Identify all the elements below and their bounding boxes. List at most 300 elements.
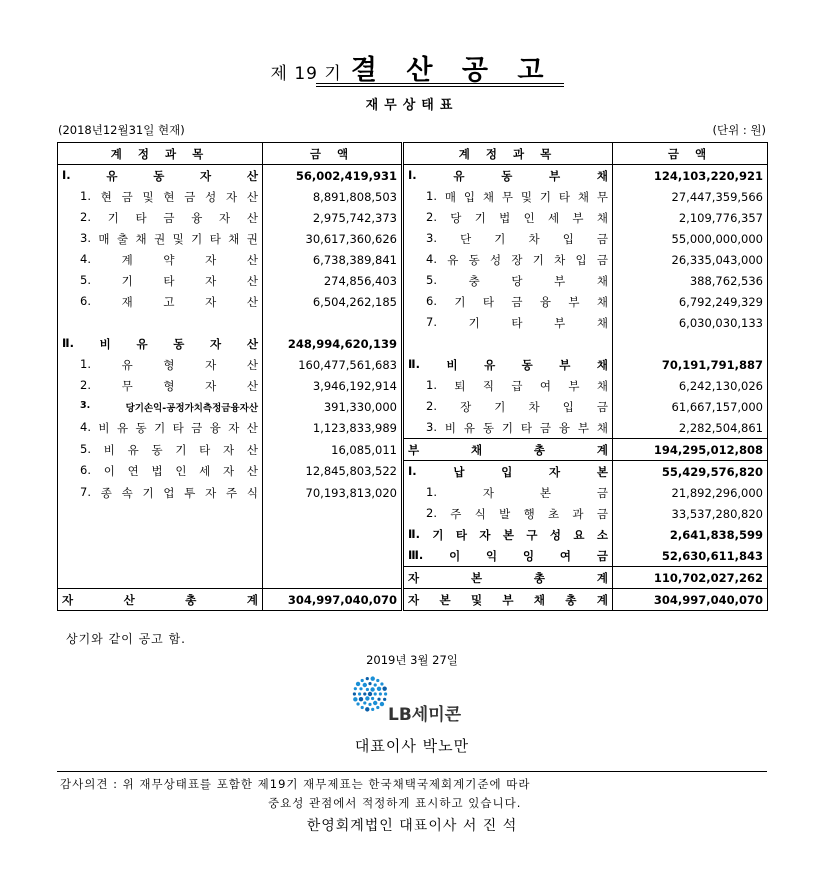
- account-label: [80, 420, 258, 436]
- label-glyph: 타: [520, 420, 532, 435]
- label-glyph: 식: [246, 485, 258, 500]
- liability-amount-cell: 52,630,611,843: [613, 545, 768, 567]
- label-glyph: 행: [523, 506, 535, 521]
- label-glyph: 금: [596, 252, 608, 267]
- logo-dot: [380, 702, 384, 706]
- asset-account-cell: [58, 228, 263, 249]
- label-glyph: 채: [596, 168, 608, 183]
- asset-account-cell: [58, 249, 263, 270]
- label-glyph: 자: [479, 527, 491, 542]
- label-glyph: 속: [121, 485, 133, 500]
- label-glyph: 매: [98, 231, 110, 246]
- label-glyph: 자: [223, 442, 235, 457]
- account-label: [426, 399, 608, 415]
- account-label: [426, 252, 608, 268]
- label-glyph: 당: [511, 273, 523, 288]
- label-glyph: 금: [596, 506, 608, 521]
- label-glyph: 자: [228, 420, 240, 435]
- account-label: [80, 400, 258, 414]
- logo-dot: [356, 702, 359, 705]
- asset-amount-cell: 16,085,011: [263, 439, 403, 461]
- account-label: [426, 485, 608, 501]
- company-logo: [350, 672, 480, 725]
- unit-label: (단위 : 원): [712, 123, 766, 137]
- asset-total-label: [58, 589, 263, 611]
- label-glyph: 약: [163, 252, 175, 267]
- liability-account-cell: [403, 165, 613, 187]
- label-glyph: 급: [511, 378, 523, 393]
- logo-dot: [384, 692, 387, 695]
- liability-amount-cell: [613, 333, 768, 354]
- account-label: [80, 294, 258, 310]
- asset-amount-cell: 70,193,813,020: [263, 482, 403, 503]
- logo-dot: [383, 698, 386, 701]
- label-glyph: 부: [568, 294, 580, 309]
- asset-account-cell: [58, 375, 263, 396]
- label-glyph: 타: [558, 189, 570, 204]
- account-label: [80, 252, 258, 268]
- table-row: [58, 439, 768, 461]
- account-label: [426, 315, 608, 331]
- liability-amount-cell: 124,103,220,921: [613, 165, 768, 187]
- footer-divider: [57, 771, 767, 772]
- account-label: [408, 464, 608, 480]
- table-row: [58, 567, 768, 589]
- label-glyph: 채: [596, 210, 608, 225]
- liability-amount-cell: 26,335,043,000: [613, 249, 768, 270]
- logo-dot: [371, 676, 375, 680]
- label-glyph: 타: [135, 210, 147, 225]
- label-glyph: 유: [127, 442, 139, 457]
- label-glyph: 자: [200, 168, 212, 183]
- logo-dot: [377, 698, 380, 701]
- label-glyph: 잉: [522, 548, 535, 563]
- label-glyph: 본: [470, 570, 483, 585]
- label-glyph: 부: [559, 357, 571, 372]
- label-glyph: 여: [559, 548, 571, 563]
- logo-dot: [373, 701, 377, 705]
- label-glyph: 유: [447, 252, 459, 267]
- label-glyph: 기: [532, 252, 544, 267]
- label-glyph: 6.: [426, 293, 437, 308]
- label-glyph: 금: [511, 294, 523, 309]
- account-label: [80, 189, 258, 205]
- grand-total-label-text: [408, 592, 608, 608]
- label-glyph: 동: [173, 336, 185, 351]
- label-glyph: 이: [103, 464, 115, 479]
- label-glyph: 자: [408, 570, 420, 585]
- asset-amount-cell: [263, 503, 403, 524]
- label-glyph: 채: [596, 315, 608, 330]
- asset-account-cell: [58, 186, 263, 207]
- label-glyph: 융: [558, 420, 570, 435]
- liability-amount-cell: 61,667,157,000: [613, 396, 768, 417]
- label-glyph: 자: [205, 273, 217, 288]
- liability-amount-cell: 21,892,296,000: [613, 482, 768, 503]
- logo-dot: [354, 687, 357, 690]
- title-underline-2: [316, 86, 564, 87]
- label-glyph: 납: [453, 464, 465, 479]
- logo-dot: [368, 682, 371, 685]
- label-glyph: 산: [246, 273, 258, 288]
- label-glyph: 인: [175, 464, 187, 479]
- label-glyph: 기: [154, 420, 166, 435]
- label-glyph: 유: [484, 357, 496, 372]
- label-glyph: 산: [246, 336, 258, 351]
- label-glyph: 1.: [426, 484, 437, 499]
- liability-account-cell: [403, 333, 613, 354]
- label-glyph: 5.: [80, 441, 91, 456]
- period-prefix: 제 19 기: [270, 64, 342, 84]
- logo-dot: [363, 683, 367, 687]
- liability-amount-cell: 194,295,012,808: [613, 439, 768, 461]
- label-glyph: 부: [572, 210, 584, 225]
- label-glyph: 자: [205, 294, 217, 309]
- account-label: [62, 168, 258, 184]
- announcement-title: [0, 48, 824, 87]
- table-row: [58, 249, 768, 270]
- liability-account-cell: [403, 270, 613, 291]
- company-name: LB세미콘: [388, 705, 462, 725]
- label-glyph: 성: [490, 252, 502, 267]
- label-glyph: 본: [439, 592, 451, 607]
- label-glyph: 및: [142, 189, 154, 204]
- account-label: [408, 357, 608, 373]
- label-glyph: 동: [482, 420, 494, 435]
- label-glyph: 초: [547, 506, 560, 521]
- asset-amount-cell: 1,123,833,989: [263, 417, 403, 439]
- asset-total-row: [58, 589, 768, 611]
- label-glyph: 자: [226, 189, 238, 204]
- account-label: [408, 527, 608, 543]
- logo-dot: [353, 692, 356, 695]
- label-glyph: 1.: [80, 356, 91, 371]
- liability-account-cell: [403, 186, 613, 207]
- label-glyph: 산: [246, 189, 258, 204]
- logo-dot: [363, 701, 366, 704]
- as-of-date: (2018년12월31일 현재): [58, 123, 185, 137]
- label-glyph: 타: [199, 442, 211, 457]
- label-glyph: 기: [468, 315, 480, 330]
- liability-amount-cell: 2,282,504,861: [613, 417, 768, 439]
- label-glyph: 입: [501, 464, 513, 479]
- label-glyph: 자: [62, 592, 74, 607]
- label-glyph: 총: [185, 592, 197, 607]
- asset-account-cell: [58, 291, 263, 312]
- account-label: [80, 273, 258, 289]
- label-glyph: 금: [596, 231, 608, 246]
- label-glyph: 및: [470, 592, 483, 607]
- label-glyph: 비: [444, 420, 456, 435]
- label-glyph: 퇴: [454, 378, 466, 393]
- label-glyph: 자: [549, 464, 561, 479]
- label-glyph: 채: [596, 357, 608, 372]
- label-glyph: 금: [163, 210, 175, 225]
- label-glyph: 금: [539, 420, 551, 435]
- label-glyph: 채: [228, 231, 240, 246]
- label-glyph: 여: [539, 378, 551, 393]
- label-glyph: 2.: [426, 398, 437, 413]
- asset-amount-cell: 56,002,419,931: [263, 165, 403, 187]
- logo-dot: [368, 692, 372, 696]
- grand-total-amount: 304,997,040,070: [613, 589, 768, 611]
- label-glyph: 타: [511, 315, 523, 330]
- label-glyph: 융: [539, 294, 551, 309]
- table-row: [58, 482, 768, 503]
- liability-account-cell: [403, 417, 613, 439]
- logo-dot: [371, 708, 374, 711]
- label-glyph: 2.: [80, 377, 91, 392]
- liability-amount-cell: 6,242,130,026: [613, 375, 768, 396]
- logo-dot: [353, 697, 357, 701]
- logo-dot: [365, 707, 369, 711]
- col-header-account-right: 계 정 과 목: [403, 143, 613, 165]
- liability-account-cell: [403, 228, 613, 249]
- label-glyph: 3.: [426, 230, 437, 245]
- label-glyph: 4.: [80, 419, 91, 434]
- label-glyph: 본: [596, 464, 608, 479]
- liability-account-cell: [403, 291, 613, 312]
- liability-amount-cell: 2,641,838,599: [613, 524, 768, 545]
- label-glyph: 총: [565, 592, 577, 607]
- label-glyph: 부: [577, 420, 589, 435]
- table-row: [58, 312, 768, 333]
- table-row: [58, 354, 768, 375]
- label-glyph: 유: [121, 357, 133, 372]
- label-glyph: 법: [151, 464, 163, 479]
- label-glyph: 산: [246, 210, 258, 225]
- liability-account-cell: [403, 312, 613, 333]
- asset-account-cell: [58, 165, 263, 187]
- label-glyph: 계: [596, 570, 608, 585]
- label-glyph: 동: [468, 252, 480, 267]
- label-glyph: 계: [596, 442, 608, 457]
- label-glyph: 동: [151, 442, 163, 457]
- logo-dot: [361, 679, 364, 682]
- label-glyph: Ⅰ.: [408, 167, 417, 182]
- table-row: [58, 503, 768, 524]
- table-row: [58, 396, 768, 417]
- label-glyph: 채: [596, 294, 608, 309]
- liability-amount-cell: 388,762,536: [613, 270, 768, 291]
- label-glyph: 구: [526, 527, 538, 542]
- liability-account-cell: [403, 249, 613, 270]
- label-glyph: 2.: [426, 209, 437, 224]
- balance-sheet-table: [57, 142, 768, 611]
- label-glyph: 무: [121, 378, 133, 393]
- label-glyph: 자: [205, 485, 217, 500]
- col-header-amount-left: 금 액: [263, 143, 403, 165]
- label-glyph: 및: [520, 189, 532, 204]
- label-glyph: 소: [596, 527, 608, 542]
- label-glyph: 차: [554, 252, 566, 267]
- label-glyph: 당: [450, 210, 462, 225]
- label-glyph: 계: [246, 592, 258, 607]
- label-glyph: 발: [499, 506, 511, 521]
- label-glyph: 채: [135, 231, 147, 246]
- label-glyph: 산: [246, 252, 258, 267]
- label-glyph: 타: [172, 420, 184, 435]
- label-glyph: 기: [494, 399, 506, 414]
- label-glyph: 연: [127, 464, 139, 479]
- liability-account-cell: [403, 503, 613, 524]
- asset-account-cell: [58, 439, 263, 461]
- label-glyph: 유: [463, 420, 475, 435]
- asset-account-cell: [58, 567, 263, 589]
- label-glyph: 업: [163, 485, 175, 500]
- asset-amount-cell: [263, 524, 403, 545]
- asset-account-cell: [58, 270, 263, 291]
- label-glyph: 산: [246, 357, 258, 372]
- logo-dot: [363, 692, 366, 695]
- label-glyph: 익: [486, 548, 498, 563]
- label-glyph: 기: [454, 294, 466, 309]
- label-glyph: 형: [163, 357, 175, 372]
- asset-amount-cell: [263, 567, 403, 589]
- label-glyph: 입: [463, 189, 475, 204]
- logo-dot: [376, 679, 379, 682]
- col-header-account-left: 계 정 과 목: [58, 143, 263, 165]
- label-glyph: 형: [163, 378, 175, 393]
- table-row: [58, 291, 768, 312]
- auditor-signature: 한영회계법인 대표이사 서 진 석: [306, 818, 518, 834]
- label-glyph: Ⅰ.: [62, 167, 71, 182]
- label-glyph: 세: [199, 464, 211, 479]
- asset-account-cell: [58, 333, 263, 354]
- asset-account-cell: [58, 312, 263, 333]
- logo-dot: [371, 697, 374, 700]
- logo-dot: [356, 682, 360, 686]
- label-glyph: 단: [460, 231, 472, 246]
- account-label: [408, 548, 608, 564]
- account-label: [80, 357, 258, 373]
- asset-amount-cell: 391,330,000: [263, 396, 403, 417]
- label-glyph: 부: [408, 442, 420, 457]
- label-glyph: 타: [209, 231, 221, 246]
- balance-sheet-body: [58, 165, 768, 589]
- grand-total-label: [403, 589, 613, 611]
- label-glyph: Ⅲ.: [408, 547, 424, 562]
- label-glyph: 과: [572, 506, 584, 521]
- label-glyph: 7.: [426, 314, 437, 329]
- liability-account-cell: [403, 524, 613, 545]
- logo-dot: [380, 682, 383, 685]
- liability-account-cell: [403, 482, 613, 503]
- table-row: [58, 375, 768, 396]
- liability-account-cell: [403, 207, 613, 228]
- label-glyph: 비: [446, 357, 458, 372]
- label-glyph: 고: [163, 294, 175, 309]
- asset-account-cell: [58, 417, 263, 439]
- label-glyph: 1.: [80, 188, 91, 203]
- liability-account-cell: [403, 396, 613, 417]
- label-glyph: 자: [408, 592, 420, 607]
- label-glyph: 주: [226, 485, 238, 500]
- label-glyph: 부: [502, 592, 514, 607]
- liability-account-cell: [403, 375, 613, 396]
- account-label: [80, 378, 258, 394]
- label-glyph: 기: [474, 210, 486, 225]
- label-glyph: 기: [142, 485, 154, 500]
- asset-account-cell: [58, 461, 263, 483]
- label-glyph: 식: [474, 506, 486, 521]
- label-glyph: 유: [106, 168, 118, 183]
- liability-amount-cell: 70,191,791,887: [613, 354, 768, 375]
- liability-amount-cell: 27,447,359,566: [613, 186, 768, 207]
- label-glyph: 부: [568, 378, 580, 393]
- label-glyph: 6.: [80, 293, 91, 308]
- label-glyph: 타: [482, 294, 494, 309]
- asset-amount-cell: 8,891,808,503: [263, 186, 403, 207]
- label-glyph: 기: [432, 527, 444, 542]
- label-glyph: 직: [482, 378, 494, 393]
- logo-dot: [379, 692, 382, 695]
- label-glyph: 금: [596, 485, 608, 500]
- label-glyph: 인: [523, 210, 535, 225]
- label-glyph: 1.: [426, 377, 437, 392]
- label-glyph: 유: [116, 420, 129, 435]
- label-glyph: 현: [163, 189, 175, 204]
- account-label: [80, 210, 258, 226]
- label-glyph: 부: [549, 168, 561, 183]
- label-glyph: 금: [191, 420, 203, 435]
- statement-subtitle: 재무상태표: [365, 98, 459, 113]
- asset-amount-cell: 30,617,360,626: [263, 228, 403, 249]
- label-glyph: 당기손익-공정가치측정금융자산: [125, 402, 258, 414]
- label-glyph: 매: [444, 189, 456, 204]
- label-glyph: 자: [210, 336, 222, 351]
- account-label: [426, 210, 608, 226]
- label-glyph: 기: [539, 189, 551, 204]
- label-glyph: 산: [246, 464, 258, 479]
- asset-account-cell: [58, 503, 263, 524]
- liability-amount-cell: 55,000,000,000: [613, 228, 768, 249]
- label-glyph: 무: [501, 189, 513, 204]
- announcement-note: 상기와 같이 공고 함.: [66, 632, 186, 646]
- label-glyph: 계: [121, 252, 133, 267]
- account-label: [426, 231, 608, 247]
- logo-dot: [365, 696, 369, 700]
- account-label: [408, 442, 608, 458]
- label-glyph: 3.: [80, 230, 91, 245]
- asset-amount-cell: 6,504,262,185: [263, 291, 403, 312]
- asset-amount-cell: 3,946,192,914: [263, 375, 403, 396]
- label-glyph: 기: [175, 442, 187, 457]
- label-glyph: 동: [153, 168, 165, 183]
- label-glyph: 유: [136, 336, 148, 351]
- label-glyph: 자: [223, 464, 235, 479]
- account-label: [80, 231, 258, 247]
- logo-dot: [370, 687, 374, 691]
- label-glyph: Ⅱ.: [408, 356, 420, 371]
- table-row: [58, 417, 768, 439]
- label-glyph: 융: [209, 420, 221, 435]
- label-glyph: Ⅱ.: [62, 335, 74, 350]
- logo-dot: [377, 687, 381, 691]
- label-glyph: 법: [499, 210, 511, 225]
- audit-opinion-line2: 중요성 관점에서 적정하게 표시하고 있습니다.: [268, 796, 522, 810]
- liability-account-cell: [403, 567, 613, 589]
- title-text: 결 산 공 고: [350, 55, 554, 86]
- asset-amount-cell: [263, 312, 403, 333]
- label-glyph: 기: [191, 231, 203, 246]
- label-glyph: 세: [547, 210, 560, 225]
- liability-account-cell: [403, 439, 613, 461]
- label-glyph: 산: [246, 442, 258, 457]
- logo-dot: [359, 687, 362, 690]
- label-glyph: 융: [191, 210, 203, 225]
- label-glyph: 성: [205, 189, 217, 204]
